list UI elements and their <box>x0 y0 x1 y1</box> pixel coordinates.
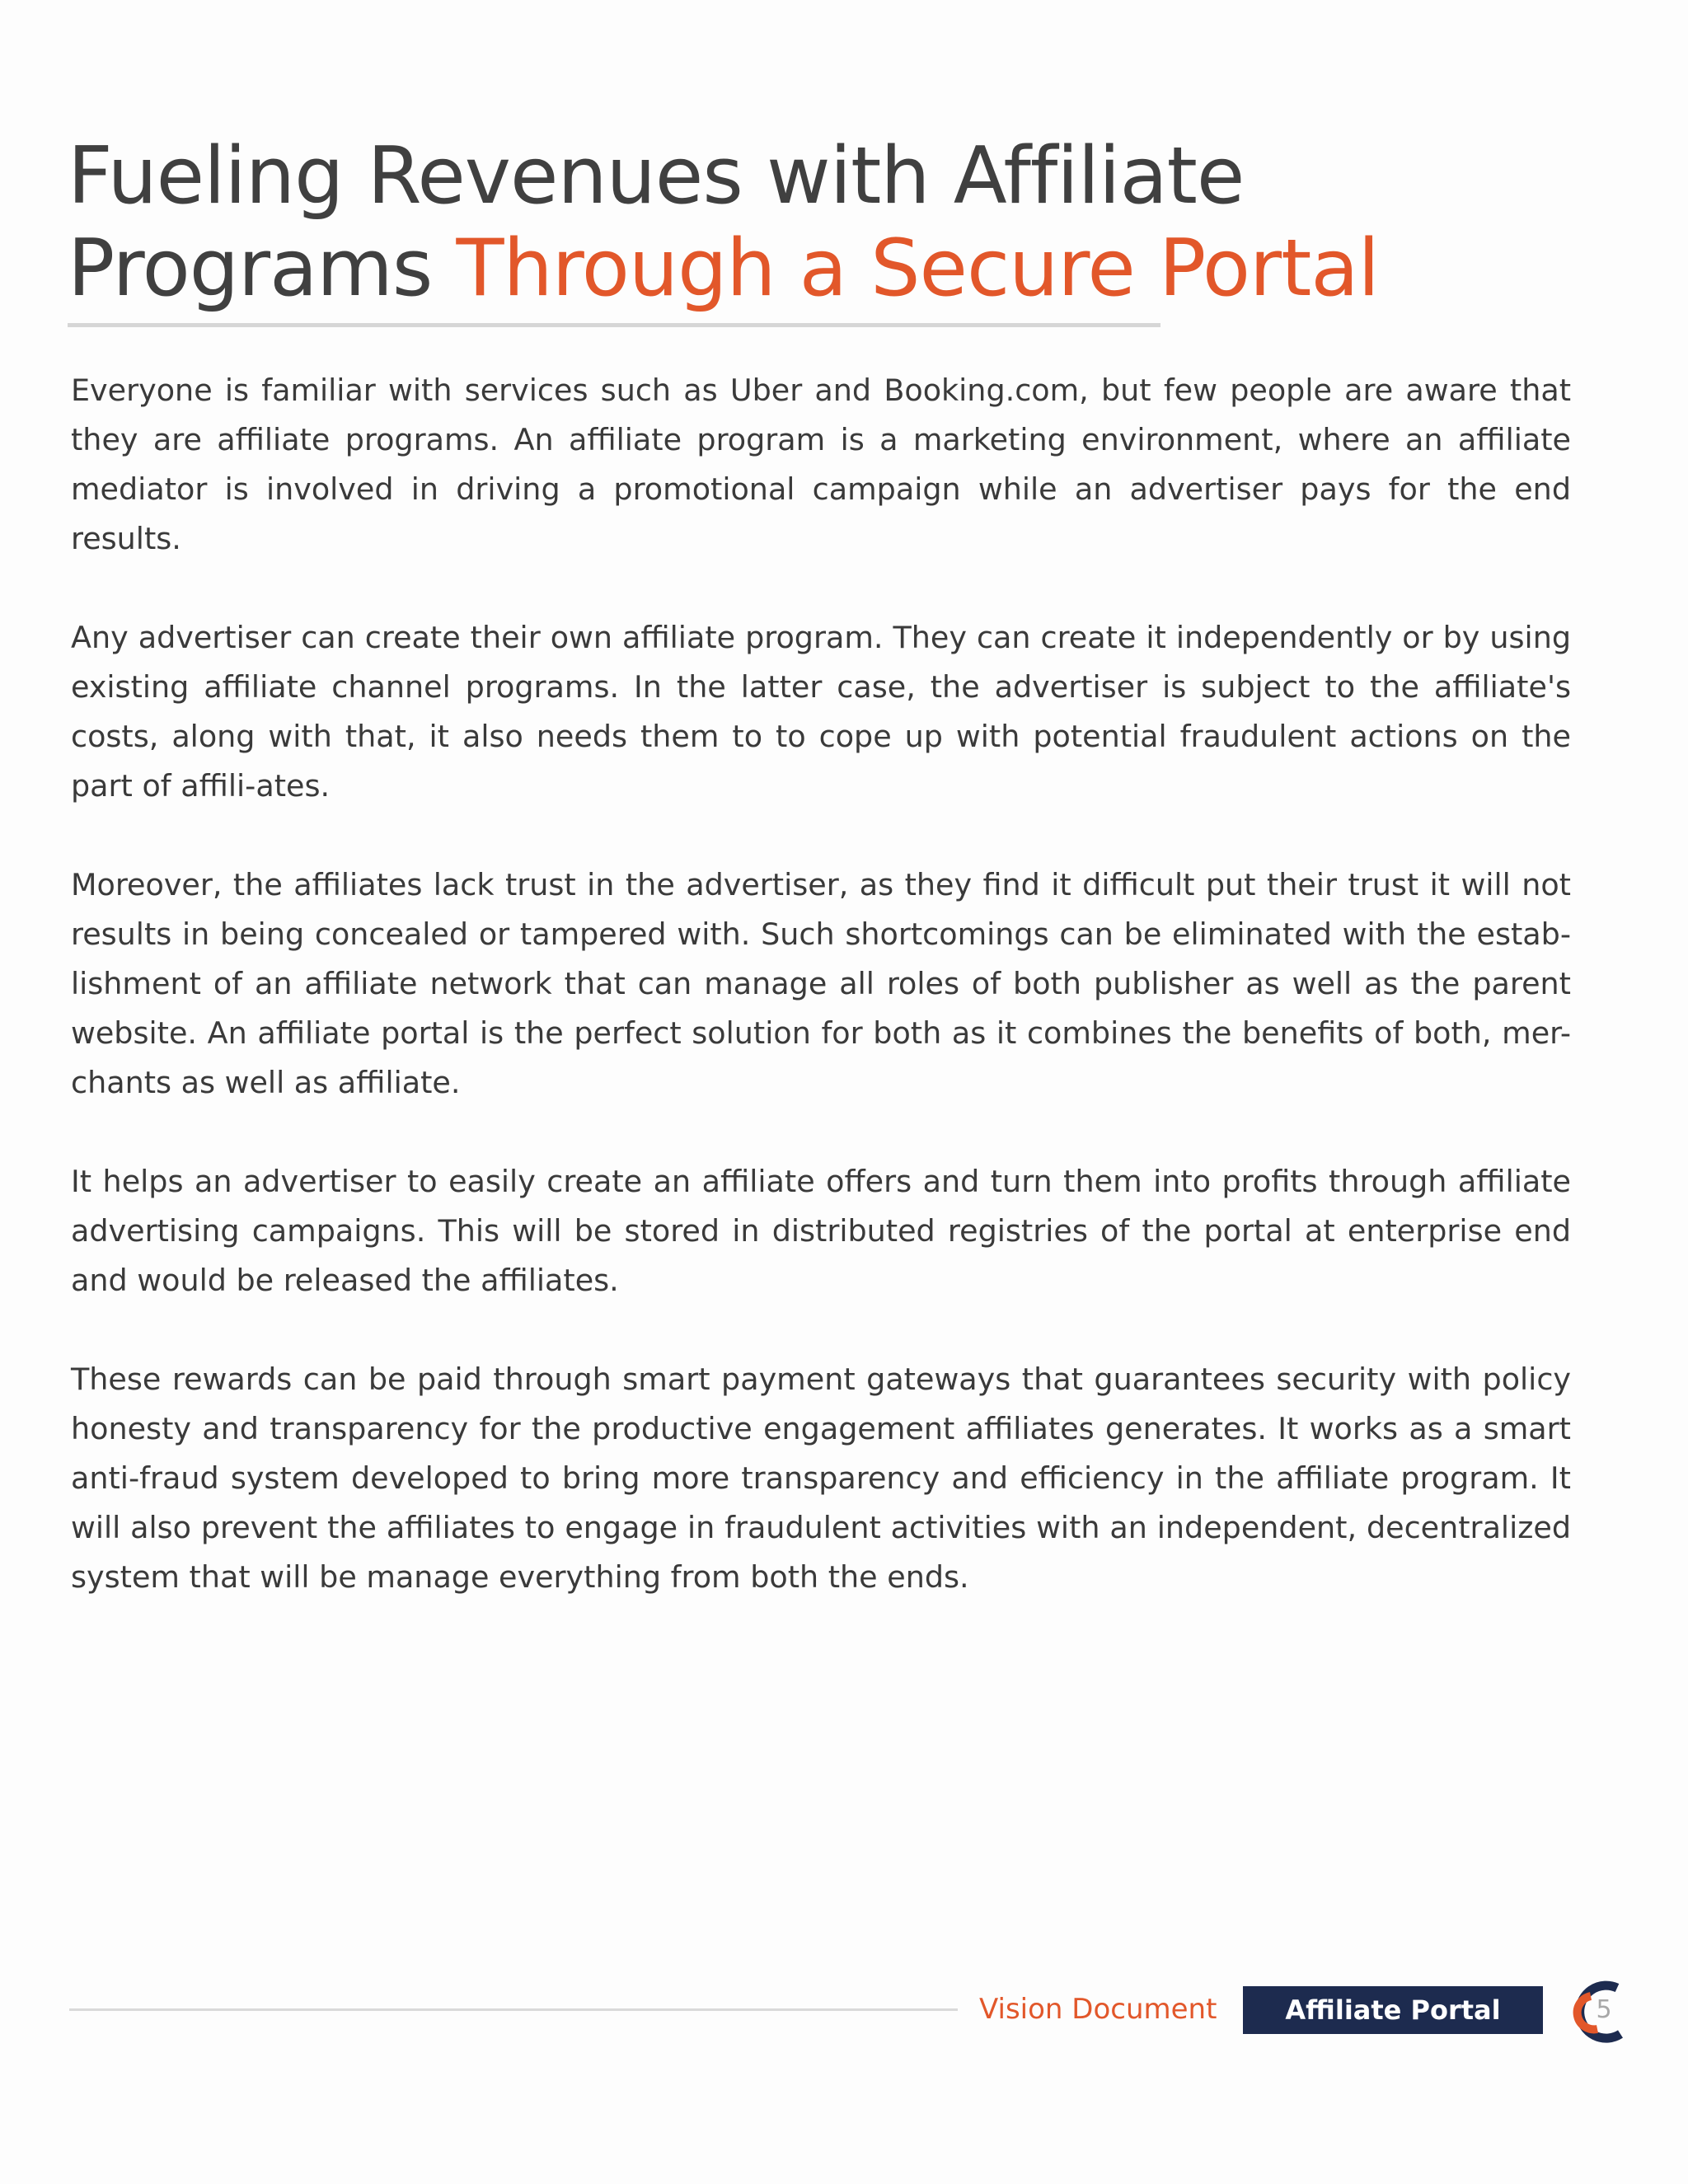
title-line-2-plain: Programs <box>68 223 457 314</box>
paragraph-3: Moreover, the affiliates lack trust in the advertiser, as they find it difficult put their trust it will not results in being concealed or tampered with. Such shortcomings can be eliminated with the estab-lishment of an affiliate network that can manage all roles of both publisher as well as the parent website. An affiliate portal is the perfect solution for both as it combines the benefits of both, mer-chants as well as affiliate. <box>71 867 1571 1100</box>
paragraph-2: Any advertiser can create their own affiliate program. They can create it independently or by using existing affiliate channel programs. In the latter case, the advertiser is subject to the affiliate's costs, along with that, it also needs them to to cope up with potential fraudulent actions on the part of affili-ates. <box>71 620 1571 804</box>
page-number: 5 <box>1596 1995 1612 2024</box>
paragraph-5: These rewards can be paid through smart payment gateways that guarantees security with policy honesty and transparency for the productive engagement affiliates generates. It works as a smart anti-fraud system developed to bring more transparency and efficiency in the affiliate program. It will also prevent the affiliates to engage in fraudulent activities with an independent, decentralized system that will be manage everything from both the ends. <box>71 1361 1571 1595</box>
title-line-2-accent: Through a Secure Portal <box>456 223 1379 314</box>
title-line-1: Fueling Revenues with Affiliate <box>68 131 1245 222</box>
footer-document-label: Vision Document <box>979 1993 1217 2026</box>
title-divider <box>68 323 1160 327</box>
body-text <box>71 366 1571 1652</box>
footer-divider <box>69 2008 958 2011</box>
paragraph-1: Everyone is familiar with services such as Uber and Booking.com, but few people are aware that they are affiliate programs. An affiliate program is a marketing environment, where an affiliate mediator is involved in driving a promotional campaign while an advertiser pays for the end results. <box>71 373 1571 556</box>
page-title <box>68 130 1469 315</box>
paragraph-4: It helps an advertiser to easily create an affiliate offers and turn them into profits through affiliate advertising campaigns. This will be stored in distributed registries of the portal at enterprise end and would be released the affiliates. <box>71 1164 1571 1298</box>
footer-badge: Affiliate Portal <box>1243 1986 1543 2034</box>
